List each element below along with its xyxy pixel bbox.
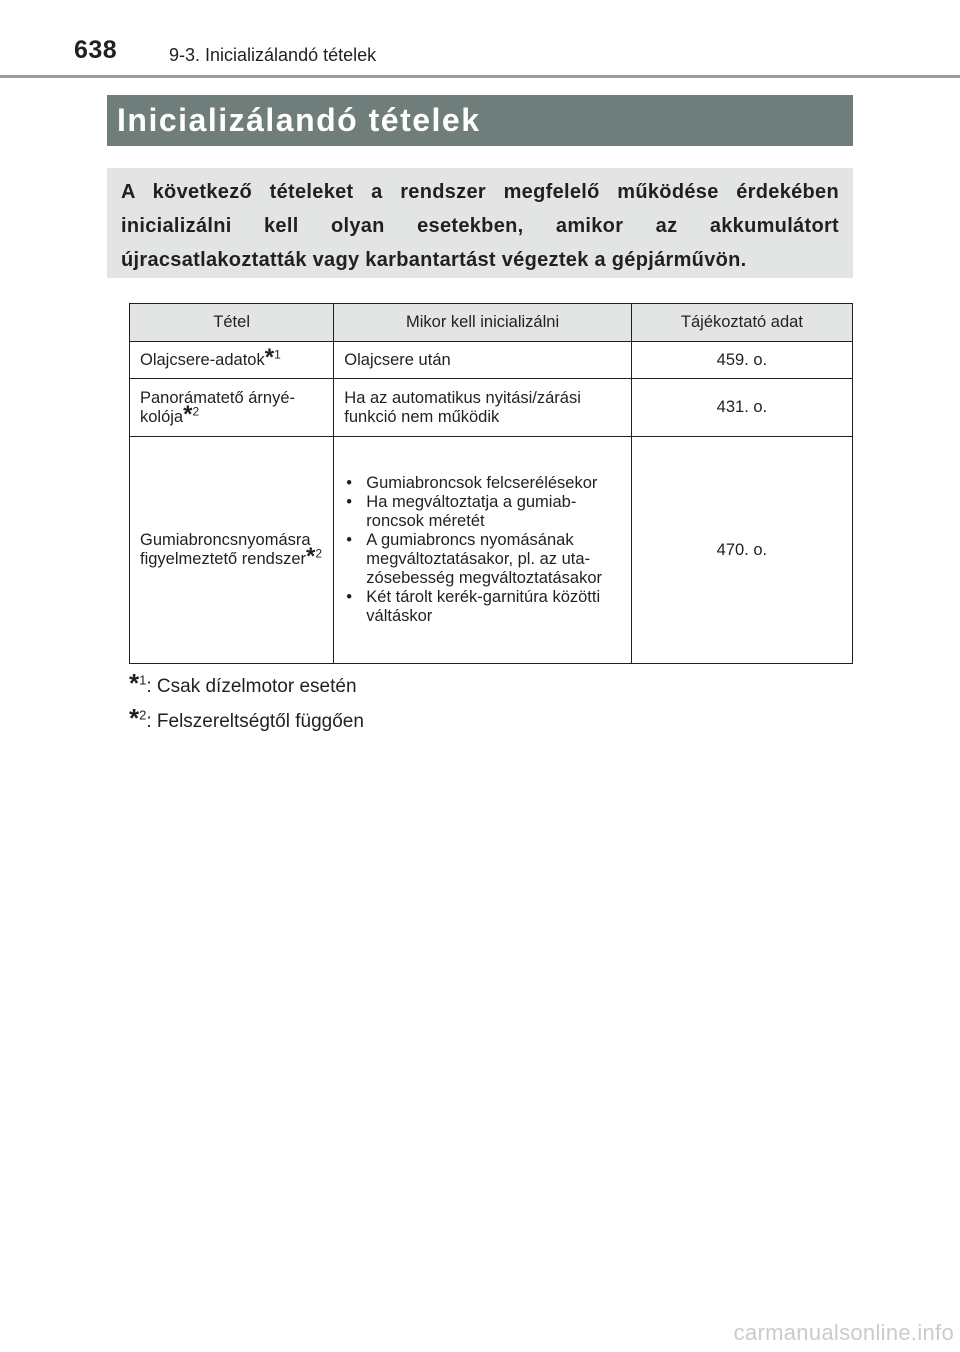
footnote-text: : Felszereltségtől függően: [146, 711, 364, 732]
footnote-asterisk-icon: *: [306, 543, 316, 570]
footnote-asterisk-icon: *: [264, 343, 275, 371]
intro-text: A következő tételeket a rendszer megfelelő működése érdekében inicializálni kell olyan esetekben, amikor az akkumulátort újracsatlakoztatták vagy karbantartást végeztek a gépjárművön.: [121, 181, 839, 271]
item-name: Olajcsere-adatok: [140, 350, 265, 369]
initialization-table: [129, 303, 853, 664]
item-name: Panorámatető árnyékolója: [140, 388, 296, 426]
item-cell: [130, 379, 334, 437]
list-item: • Gumiabroncsok felcserélésekor: [344, 474, 621, 493]
reference-cell: [631, 437, 852, 664]
item-cell: [130, 342, 334, 379]
footnote-mark: 1: [139, 672, 147, 688]
section-title: Inicializálandó tételek: [117, 102, 481, 138]
reference-cell: [631, 379, 852, 437]
item-name: Gumiabroncsnyomásra figyelmeztető rendszer: [140, 531, 311, 568]
footnote-mark: 2: [139, 707, 147, 723]
list-item: • Két tárolt kerék-garnitúra közötti váltáskor: [344, 588, 621, 626]
when-list: [344, 474, 621, 626]
when-cell: [334, 379, 632, 437]
header-when: Mikor kell inicializálni: [334, 304, 632, 342]
header-divider: [0, 75, 960, 78]
table-header-row: [130, 304, 853, 342]
list-item: • Ha megváltoztatja a gumiabroncsok méretét: [344, 493, 621, 531]
when-text: Ha az automatikus nyitási/zárási funkció nem működik: [344, 388, 581, 426]
when-cell: [334, 437, 632, 664]
reference-text: 470. o.: [716, 540, 768, 559]
footnote-asterisk-icon: *: [129, 703, 140, 733]
header-reference: Tájékoztató adat: [631, 304, 852, 342]
intro-box: [107, 168, 853, 278]
reference-cell: [631, 342, 852, 379]
footnote-1: [129, 668, 357, 698]
running-header: 9-3. Inicializálandó tételek: [169, 45, 377, 65]
footnote-ref: 1: [274, 347, 281, 361]
footnote-asterisk-icon: *: [129, 668, 140, 698]
when-text: Olajcsere után: [344, 350, 451, 369]
footnote-ref: 2: [315, 546, 323, 561]
watermark: carmanualsonline.info: [733, 1320, 954, 1345]
footnote-2: [129, 703, 364, 733]
table-row: [130, 379, 853, 437]
list-item: • A gumiabroncs nyomásának megváltoztatásakor, pl. az utazósebesség megváltoztatásakor: [344, 531, 621, 588]
page-number: 638: [74, 36, 118, 64]
header-item: Tétel: [130, 304, 334, 342]
reference-text: 431. o.: [716, 398, 768, 416]
when-cell: [334, 342, 632, 379]
item-cell: [130, 437, 334, 664]
footnote-text: : Csak dízelmotor esetén: [146, 676, 357, 697]
section-title-bar: [107, 95, 853, 146]
footnote-asterisk-icon: *: [183, 400, 193, 428]
reference-text: 459. o.: [716, 350, 768, 369]
table-row: [130, 437, 853, 664]
table-row: [130, 342, 853, 379]
footnote-ref: 2: [192, 404, 200, 418]
